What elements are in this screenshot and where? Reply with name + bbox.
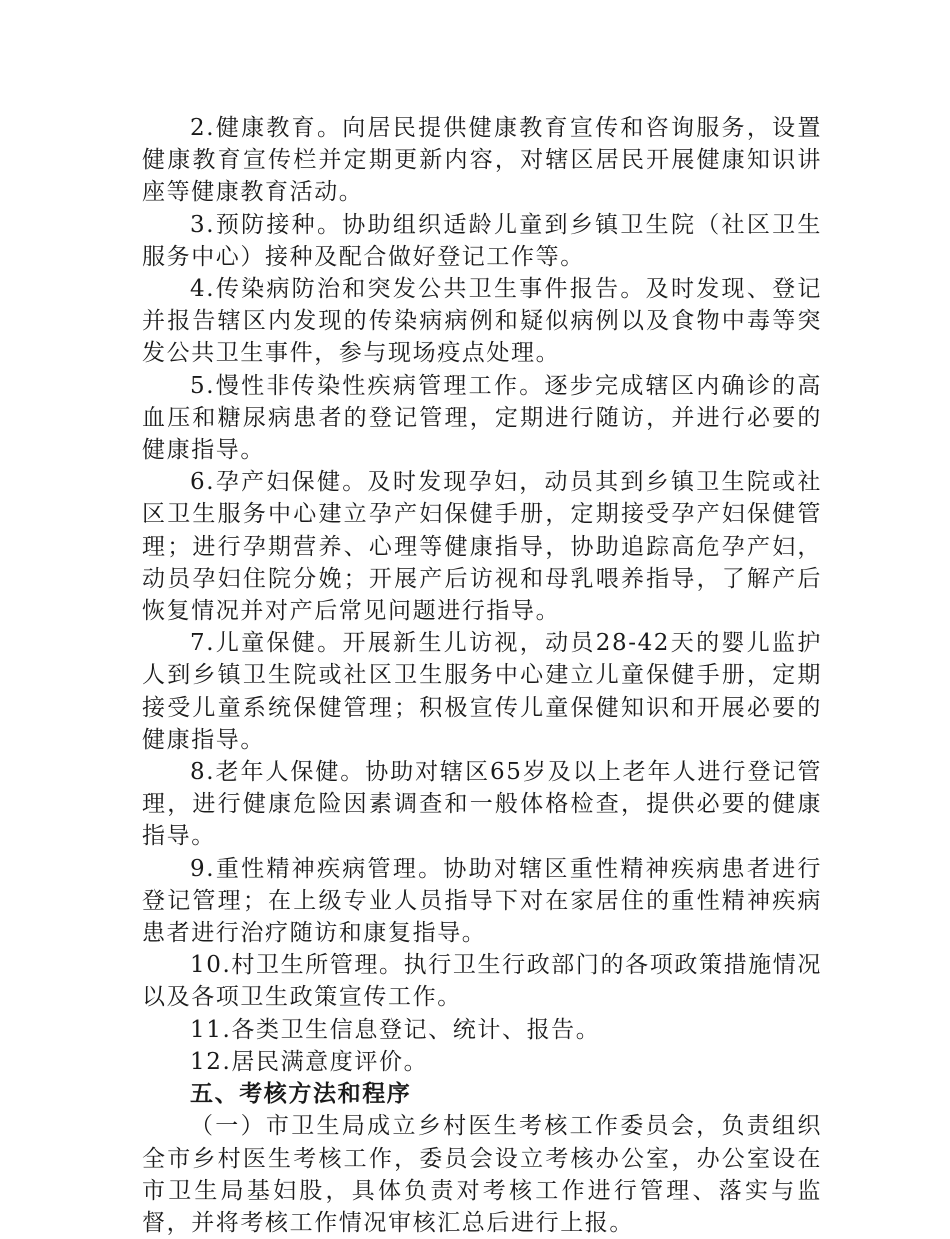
item-mental-illness: 9.重性精神疾病管理。协助对辖区重性精神疾病患者进行登记管理；在上级专业人员指导下对在家居住的重性精神疾病患者进行治疗随访和康复指导。: [142, 855, 822, 947]
item-vaccination: 3.预防接种。协助组织适龄儿童到乡镇卫生院（社区卫生服务中心）接种及配合做好登记工作等。: [142, 211, 822, 270]
item-health-information: 11.各类卫生信息登记、统计、报告。: [190, 1016, 601, 1043]
item-clinic-management: 10.村卫生所管理。执行卫生行政部门的各项政策措施情况以及各项卫生政策宣传工作。: [142, 952, 822, 1011]
section-paragraph: （一）市卫生局成立乡村医生考核工作委员会，负责组织全市乡村医生考核工作，委员会设立考核办公室，办公室设在市卫生局基妇股，具体负责对考核工作进行管理、落实与监督，并将考核工作情况审核汇总后进行上报。: [142, 1113, 822, 1236]
item-health-education: 2.健康教育。向居民提供健康教育宣传和咨询服务，设置健康教育宣传栏并定期更新内容，对辖区居民开展健康知识讲座等健康教育活动。: [142, 115, 822, 206]
section-heading: 五、考核方法和程序: [190, 1081, 412, 1108]
document-page: [142, 112, 822, 1239]
item-chronic-disease: 5.慢性非传染性疾病管理工作。逐步完成辖区内确诊的高血压和糖尿病患者的登记管理，定期进行随访，并进行必要的健康指导。: [142, 372, 822, 464]
item-elderly-care: 8.老年人保健。协助对辖区65岁及以上老年人进行登记管理，进行健康危险因素调查和一般体格检查，提供必要的健康指导。: [142, 759, 822, 850]
item-satisfaction: 12.居民满意度评价。: [190, 1048, 429, 1075]
item-child-care: 7.儿童保健。开展新生儿访视，动员28-42天的婴儿监护人到乡镇卫生院或社区卫生服务中心建立儿童保健手册，定期接受儿童系统保健管理；积极宣传儿童保健知识和开展必要的健康指导。: [142, 630, 822, 753]
item-infectious-disease: 4.传染病防治和突发公共卫生事件报告。及时发现、登记并报告辖区内发现的传染病病例和疑似病例以及食物中毒等突发公共卫生事件，参与现场疫点处理。: [142, 276, 822, 367]
item-maternal-care: 6.孕产妇保健。及时发现孕妇，动员其到乡镇卫生院或社区卫生服务中心建立孕产妇保健手册，定期接受孕产妇保健管理；进行孕期营养、心理等健康指导，协助追踪高危孕产妇，动员孕妇住院分娩；开展产后访视和母乳喂养指导，了解产后恢复情况并对产后常见问题进行指导。: [142, 469, 822, 625]
